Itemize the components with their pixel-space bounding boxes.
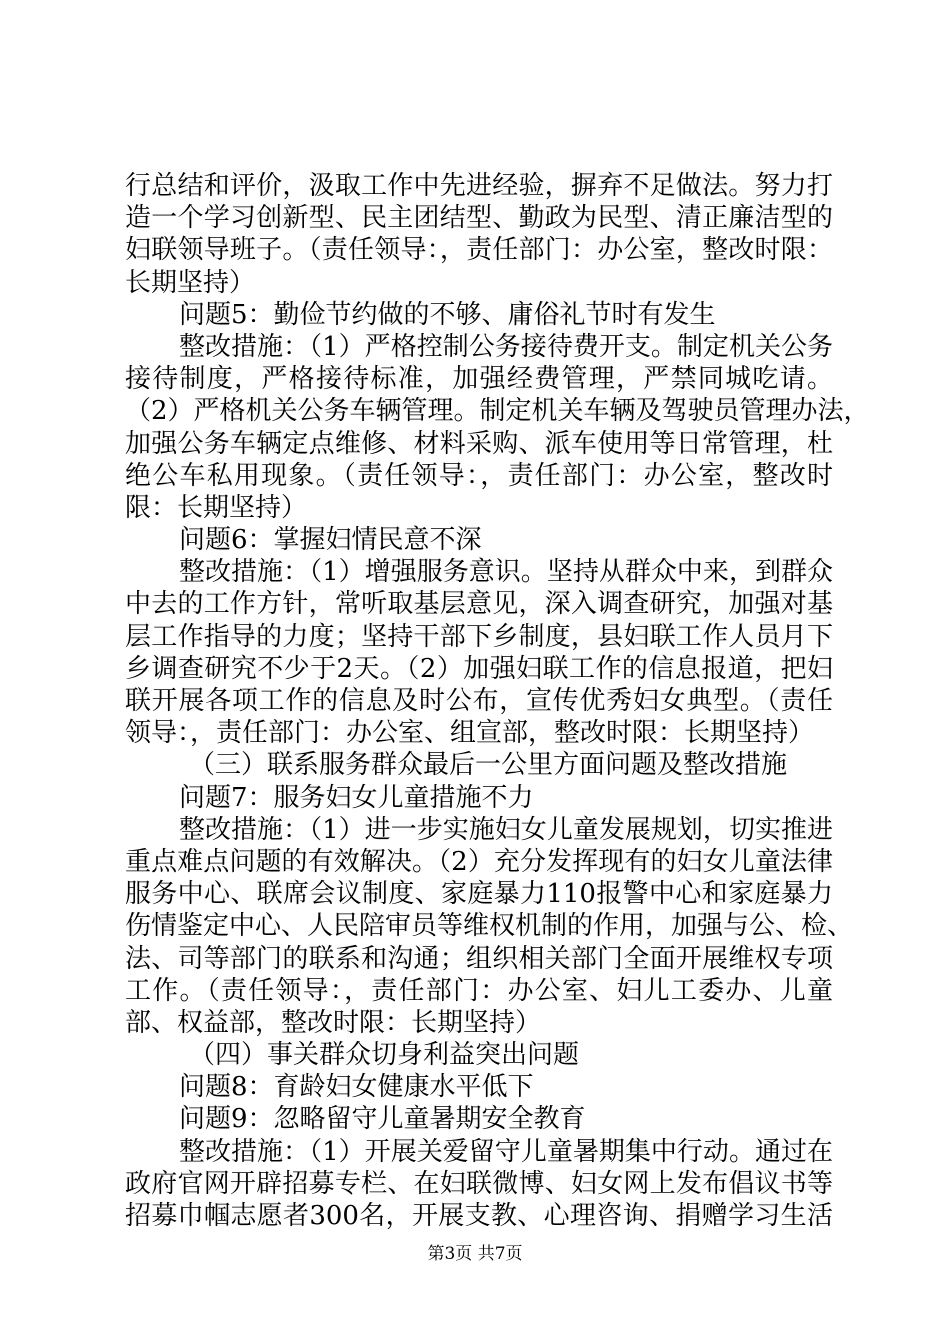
- text-line: 问题9：忽略留守儿童暑期安全教育: [179, 1104, 586, 1135]
- text-line: 造一个学习创新型、民主团结型、勤政为民型、清正廉洁型的: [125, 203, 833, 234]
- text-line: 招募巾帼志愿者300名，开展支教、心理咨询、捐赠学习生活: [125, 1201, 833, 1231]
- text-line: 伤情鉴定中心、人民陪审员等维权机制的作用，加强与公、检、: [125, 911, 854, 942]
- text-line: （四）事关群众切身利益突出问题: [189, 1040, 580, 1071]
- page-footer: [0, 1244, 950, 1264]
- text-line: 长期坚持）: [125, 267, 256, 298]
- text-line: 联开展各项工作的信息及时公布，宣传优秀妇女典型。（责任: [125, 686, 833, 716]
- text-line: 部、权益部，整改时限：长期坚持）: [125, 1007, 542, 1038]
- text-line: 整改措施：（1）开展关爱留守儿童暑期集中行动。通过在: [179, 1136, 833, 1167]
- text-line: 问题8：育龄妇女健康水平低下: [179, 1072, 534, 1103]
- document-body: [125, 170, 870, 1232]
- text-line: 中去的工作方针，常听取基层意见，深入调查研究，加强对基: [125, 589, 833, 620]
- text-line: 问题6：掌握妇情民意不深: [179, 525, 482, 556]
- text-line: 层工作指导的力度；坚持干部下乡制度，县妇联工作人员月下: [125, 621, 833, 652]
- text-line: （2）严格机关公务车辆管理。制定机关车辆及驾驶员管理办法，: [125, 396, 870, 427]
- text-line: 妇联领导班子。（责任领导：，责任部门：办公室，整改时限：: [125, 235, 833, 266]
- text-line: 行总结和评价，汲取工作中先进经验，摒弃不足做法。努力打: [125, 171, 833, 201]
- text-line: 乡调查研究不少于2天。（2）加强妇联工作的信息报道，把妇: [125, 653, 833, 684]
- text-line: 绝公车私用现象。（责任领导：，责任部门：办公室，整改时: [125, 460, 833, 491]
- text-line: 问题7：服务妇女儿童措施不力: [179, 782, 534, 813]
- text-line: 政府官网开辟招募专栏、在妇联微博、妇女网上发布倡议书等: [125, 1168, 833, 1199]
- text-line: 问题5：勤俭节约做的不够、庸俗礼节时有发生: [179, 299, 716, 330]
- text-line: 重点难点问题的有效解决。（2）充分发挥现有的妇女儿童法律: [125, 846, 833, 877]
- text-line: （三）联系服务群众最后一公里方面问题及整改措施: [189, 750, 788, 781]
- text-line: 加强公务车辆定点维修、材料采购、派车使用等日常管理，杜: [125, 428, 833, 459]
- text-line: 整改措施：（1）增强服务意识。坚持从群众中来，到群众: [179, 557, 833, 588]
- text-line: 整改措施：（1）进一步实施妇女儿童发展规划，切实推进: [179, 814, 833, 845]
- text-line: 整改措施：（1）严格控制公务接待费开支。制定机关公务: [179, 331, 833, 362]
- text-line: 服务中心、联席会议制度、家庭暴力110报警中心和家庭暴力: [125, 879, 833, 910]
- text-line: 接待制度，严格接待标准，加强经费管理，严禁同城吃请。: [125, 364, 833, 395]
- text-line: 工作。（责任领导：，责任部门：办公室、妇儿工委办、儿童: [125, 975, 833, 1006]
- text-line: 领导：，责任部门：办公室、组宣部，整改时限：长期坚持）: [125, 718, 815, 749]
- page-number: 第3页 共7页: [427, 1244, 523, 1264]
- text-line: 限：长期坚持）: [125, 492, 308, 523]
- text-line: 法、司等部门的联系和沟通；组织相关部门全面开展维权专项: [125, 943, 833, 974]
